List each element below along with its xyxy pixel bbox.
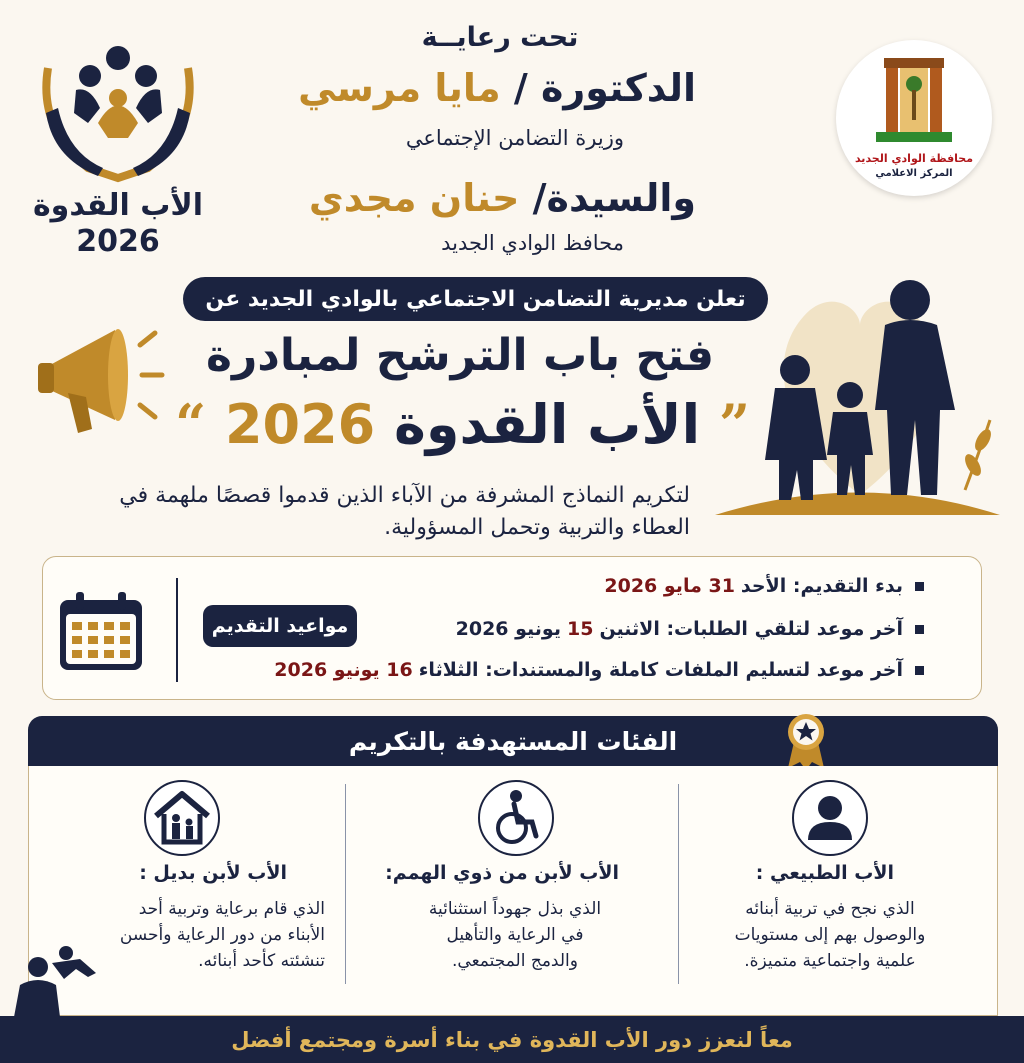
category-desc: [700, 896, 960, 974]
category-title: الأب الطبيعي :: [755, 862, 894, 884]
headline-line1: فتح باب الترشح لمبادرة: [206, 330, 714, 381]
date-row-start: [604, 575, 924, 597]
quote-open: ”: [718, 392, 750, 456]
footer-slogan: معاً لنعزز دور الأب القدوة في بناء أسرة ومجتمع أفضل: [0, 1016, 1024, 1063]
date-value: 31 مايو 2026: [604, 575, 735, 597]
category-desc-line: تنشئته كأحد أبنائه.: [198, 951, 325, 971]
category-desc-line: الذي بذل جهوداً استثنائية: [428, 899, 602, 919]
bullet-icon: [915, 625, 924, 634]
minister-name-line: [298, 66, 696, 110]
category-desc-line: الذي نجح في تربية أبنائه: [745, 899, 915, 919]
date-row-deadline: [456, 618, 924, 640]
logo-year: 2026: [76, 224, 160, 259]
patronage-label: تحت رعايــة: [421, 22, 579, 53]
announcement-banner: تعلن مديرية التضامن الاجتماعي بالوادي الجديد عن: [183, 277, 768, 321]
category-desc-line: الأبناء من دور الرعاية وأحسن: [119, 925, 325, 945]
date-label: آخر موعد لتسليم الملفات كاملة والمستندات: الثلاثاء: [418, 659, 903, 681]
megaphone-icon: [30, 305, 170, 445]
category-desc: [380, 896, 650, 974]
person-icon: [792, 780, 868, 856]
date-label: آخر موعد لتلقي الطلبات: الاثنين: [599, 618, 903, 640]
initiative-logo: [28, 28, 208, 260]
dates-badge: مواعيد التقديم: [203, 605, 357, 647]
emblem-line2: المركز الاعلامي: [875, 168, 953, 179]
initiative-title: الأب القدوة: [394, 393, 701, 456]
dates-divider: [176, 578, 178, 682]
minister-name: مايا مرسي: [298, 66, 501, 110]
category-divider: [345, 784, 346, 984]
date-value: 15: [566, 618, 594, 640]
family-hands-icon: [28, 28, 208, 188]
category-desc-line: الذي قام برعاية وتربية أحد: [138, 899, 325, 919]
minister-title: وزيرة التضامن الإجتماعي: [405, 126, 624, 150]
governor-name-line: [309, 176, 696, 220]
date-value: 16 يونيو 2026: [274, 659, 413, 681]
quote-close: “: [175, 392, 207, 456]
category-title: الأب لأبن بديل :: [139, 862, 287, 884]
date-label: بدء التقديم: الأحد: [740, 575, 903, 597]
father-children-silhouette: [715, 270, 1005, 520]
bullet-icon: [915, 582, 924, 591]
category-divider: [678, 784, 679, 984]
governorate-logo: [836, 40, 992, 196]
category-desc-line: والوصول بهم إلى مستويات: [734, 925, 926, 945]
initiative-description: لتكريم النماذج المشرفة من الآباء الذين قدموا قصصًا ملهمة في العطاء والتربية وتحمل المسؤولية.: [119, 483, 690, 540]
governor-title: محافظ الوادي الجديد: [441, 231, 624, 255]
calendar-icon: [56, 590, 146, 674]
governorate-emblem-icon: [836, 40, 992, 160]
headline-title: [175, 392, 750, 456]
initiative-year: 2026: [224, 393, 376, 456]
category-title: الأب لأبن من ذوي الهمم:: [385, 862, 619, 884]
lady-prefix: والسيدة/: [532, 176, 696, 220]
father-child-silhouette: [0, 945, 110, 1017]
categories-header: الفئات المستهدفة بالتكريم: [28, 716, 998, 766]
award-badge-icon: [786, 712, 826, 770]
wheelchair-icon: [478, 780, 554, 856]
logo-title: الأب القدوة: [32, 188, 204, 223]
emblem-line1: محافظة الوادي الجديد: [854, 152, 974, 165]
bullet-icon: [915, 666, 924, 675]
category-desc-line: والدمج المجتمعي.: [452, 951, 578, 971]
doctor-prefix: الدكتورة /: [513, 66, 696, 110]
governor-name: حنان مجدي: [308, 176, 520, 220]
category-desc-line: في الرعاية والتأهيل: [446, 925, 584, 945]
date-tail: يونيو 2026: [455, 618, 561, 640]
date-row-files: [274, 659, 924, 681]
category-desc-line: علمية واجتماعية متميزة.: [744, 951, 916, 971]
home-family-icon: [144, 780, 220, 856]
